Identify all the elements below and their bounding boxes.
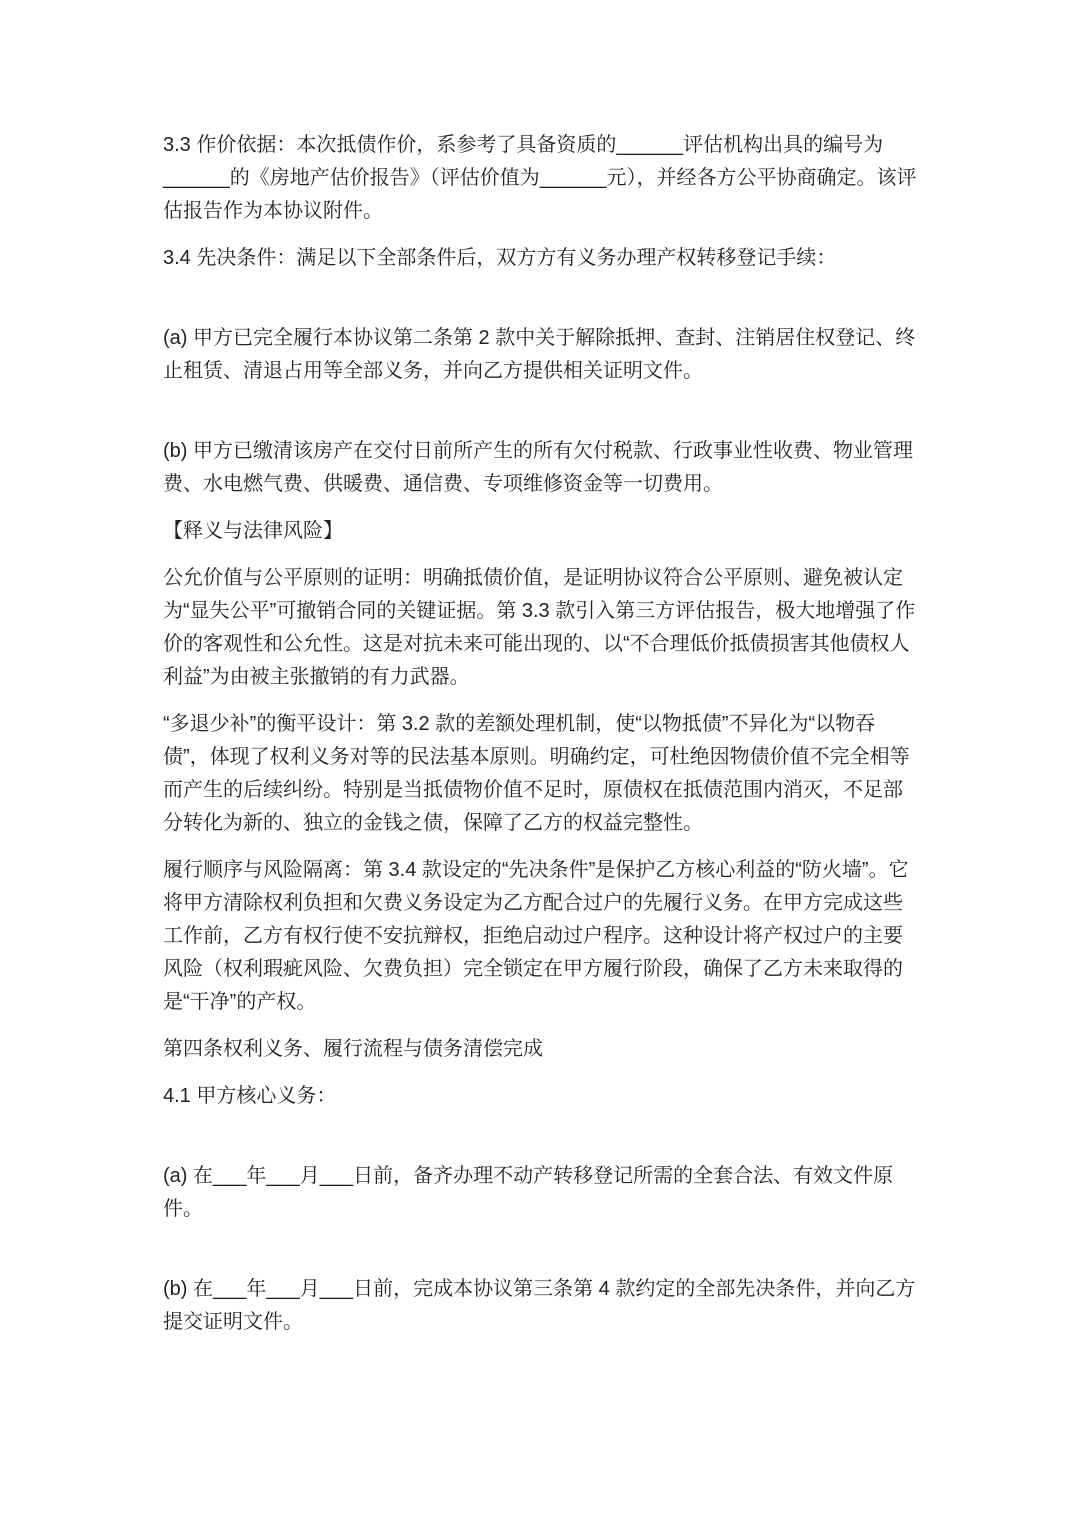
- commentary-fair-value: [163, 562, 923, 694]
- obligation-b-line: (b) 在___年___月___日前，完成本协议第三条第 4 款约定的全部先决条件，并向乙方: [163, 1278, 916, 1300]
- clause-3-3: [163, 129, 923, 228]
- commentary-heading: [163, 515, 923, 548]
- condition-b: [163, 435, 923, 501]
- obligation-a: [163, 1160, 923, 1226]
- performance-order-line: 工作前，乙方有权行使不安抗辩权，拒绝启动过户程序。这种设计将产权过户的主要: [163, 925, 903, 947]
- clause-3-3-line: ______的《房地产估价报告》（评估价值为______元），并经各方公平协商确定。该评: [163, 167, 917, 189]
- document-body: [163, 129, 923, 1339]
- balance-design-line: 分转化为新的、独立的金钱之债，保障了乙方的权益完整性。: [163, 812, 703, 834]
- obligation-b-line: 提交证明文件。: [163, 1311, 303, 1333]
- clause-3-4-line: 3.4 先决条件：满足以下全部条件后，双方方有义务办理产权转移登记手续：: [163, 247, 837, 269]
- commentary-performance-order: [163, 854, 923, 1019]
- obligation-b: [163, 1273, 923, 1339]
- obligation-a-line: 件。: [163, 1198, 203, 1220]
- fair-value-line: 公允价值与公平原则的证明：明确抵债价值，是证明协议符合公平原则、避免被认定: [163, 567, 903, 589]
- fair-value-line: 利益”为由被主张撤销的有力武器。: [163, 666, 470, 688]
- performance-order-line: 履行顺序与风险隔离：第 3.4 款设定的“先决条件”是保护乙方核心利益的“防火墙”。它: [163, 859, 909, 881]
- balance-design-line: 而产生的后续纠纷。特别是当抵债物价值不足时，原债权在抵债范围内消灭，不足部: [163, 779, 903, 801]
- condition-a-line: (a) 甲方已完全履行本协议第二条第 2 款中关于解除抵押、查封、注销居住权登记、终: [163, 327, 916, 349]
- obligation-a-line: (a) 在___年___月___日前，备齐办理不动产转移登记所需的全套合法、有效文件原: [163, 1165, 894, 1187]
- performance-order-line: 将甲方清除权利负担和欠费义务设定为乙方配合过户的先履行义务。在甲方完成这些: [163, 892, 903, 914]
- fair-value-line: 为“显失公平”可撤销合同的关键证据。第 3.3 款引入第三方评估报告，极大地增强了作: [163, 600, 916, 622]
- clause-4-1: [163, 1080, 923, 1113]
- article-4-title: [163, 1033, 923, 1066]
- performance-order-line: 是“干净”的产权。: [163, 991, 317, 1013]
- clause-4-1-text: 4.1 甲方核心义务：: [163, 1085, 337, 1107]
- commentary-heading-text: 【释义与法律风险】: [163, 520, 343, 542]
- condition-b-line: (b) 甲方已缴清该房产在交付日前所产生的所有欠付税款、行政事业性收费、物业管理: [163, 440, 913, 462]
- article-4-title-text: 第四条权利义务、履行流程与债务清偿完成: [163, 1038, 543, 1060]
- condition-b-line: 费、水电燃气费、供暖费、通信费、专项维修资金等一切费用。: [163, 473, 723, 495]
- condition-a-line: 止租赁、清退占用等全部义务，并向乙方提供相关证明文件。: [163, 360, 703, 382]
- performance-order-line: 风险（权利瑕疵风险、欠费负担）完全锁定在甲方履行阶段，确保了乙方未来取得的: [163, 958, 903, 980]
- condition-a: [163, 322, 923, 388]
- clause-3-3-line: 3.3 作价依据：本次抵债作价，系参考了具备资质的______评估机构出具的编号为: [163, 134, 884, 156]
- clause-3-3-line: 估报告作为本协议附件。: [163, 200, 383, 222]
- balance-design-line: 债”，体现了权利义务对等的民法基本原则。明确约定，可杜绝因物债价值不完全相等: [163, 746, 910, 768]
- commentary-balance-design: [163, 708, 923, 840]
- clause-3-4: [163, 242, 923, 275]
- balance-design-line: “多退少补”的衡平设计：第 3.2 款的差额处理机制，使“以物抵债”不异化为“以物吞: [163, 713, 876, 735]
- fair-value-line: 价的客观性和公允性。这是对抗未来可能出现的、以“不合理低价抵债损害其他债权人: [163, 633, 910, 655]
